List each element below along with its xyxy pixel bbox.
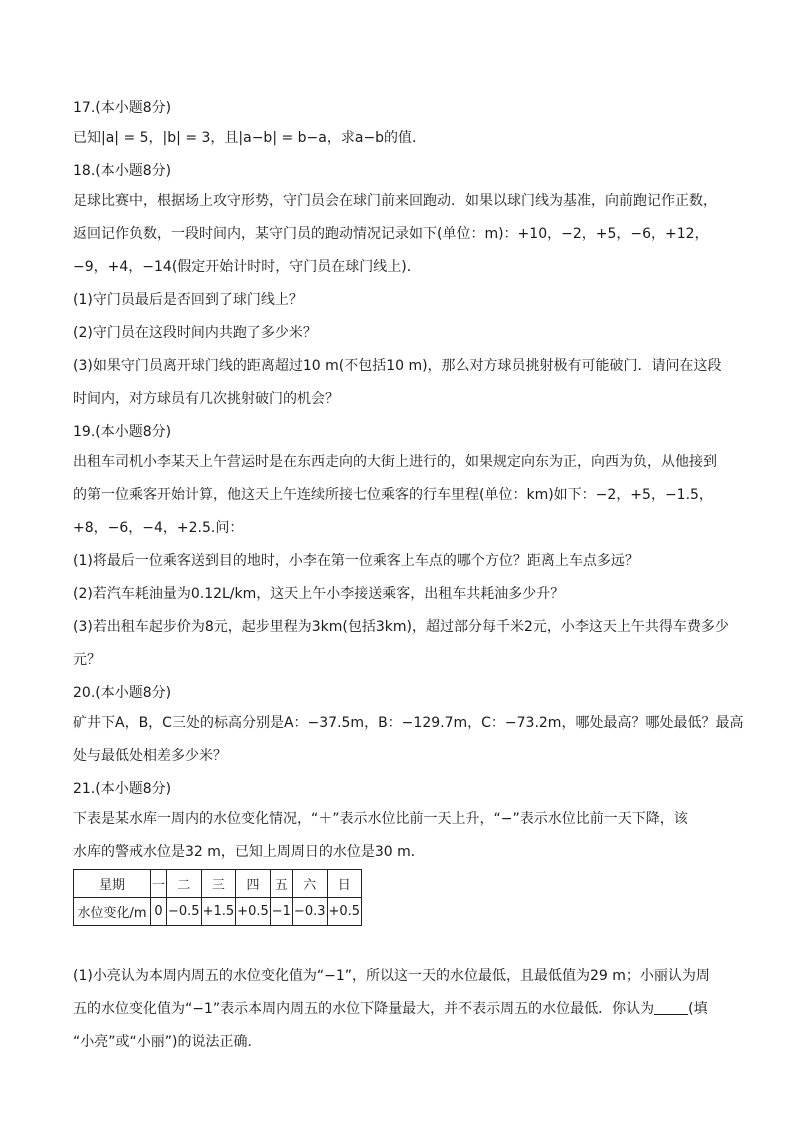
question-21-heading: 21.(本小题8分)	[73, 781, 172, 797]
question-18-text-line: −9，+4，−14(假定开始计时时，守门员在球门线上)．	[73, 259, 421, 275]
table-cell: 水位变化/m	[74, 898, 151, 926]
question-18-part-2: (2)守门员在这段时间内共跑了多少米？	[73, 325, 317, 341]
question-19-heading: 19.(本小题8分)	[73, 424, 172, 440]
question-20-text-line: 处与最低处相差多少米？	[73, 748, 227, 764]
question-19-text-line: 的第一位乘客开始计算，他这天上午连续所接七位乘客的行车里程(单位：km)如下：−2，+5，−1.5，	[73, 487, 713, 503]
question-20	[73, 683, 744, 767]
question-18-part-1: (1)守门员最后是否回到了球门线上？	[73, 292, 303, 308]
question-20-text-line: 矿井下A，B，C三处的标高分别是A：−37.5m，B：−129.7m，C：−73.2m，哪处最高？哪处最低？最高	[73, 715, 744, 731]
table-cell: 日	[327, 870, 362, 898]
spacer	[73, 926, 733, 966]
question-17	[73, 98, 733, 149]
question-20-heading: 20.(本小题8分)	[73, 685, 172, 701]
question-21-part-1-text: (填	[688, 1001, 708, 1017]
question-19-part-3-cont: 元？	[73, 652, 101, 668]
question-21-part-1-cont	[73, 999, 733, 1020]
table-cell: 0	[151, 898, 167, 926]
question-18-heading: 18.(本小题8分)	[73, 163, 172, 179]
table-cell: 五	[270, 870, 292, 898]
question-18-text-line: 返回记作负数，一段时间内，某守门员的跑动情况记录如下(单位：m)：+10，−2，+5，−6，+12，	[73, 226, 709, 242]
question-19-part-2: (2)若汽车耗油量为0.12L/km，这天上午小李接送乘客，出租车共耗油多少升？	[73, 586, 565, 602]
question-19	[73, 422, 733, 671]
question-19-part-1: (1)将最后一位乘客送到目的地时，小李在第一位乘客上车点的哪个方位？距离上车点多远？	[73, 553, 639, 569]
table-cell: −0.3	[292, 898, 327, 926]
table-cell: 四	[236, 870, 271, 898]
table-cell: +0.5	[236, 898, 271, 926]
question-19-part-3: (3)若出租车起步价为8元，起步里程为3km(包括3km)，超过部分每千米2元，小李这天上午共得车费多少	[73, 619, 729, 635]
question-19-text-line: 出租车司机小李某天上午营运时是在东西走向的大街上进行的，如果规定向东为正，向西为负，从他接到	[73, 454, 717, 470]
table-cell: 星期	[74, 870, 151, 898]
table-header-row	[74, 870, 362, 898]
question-18-text-line: 足球比赛中，根据场上攻守形势，守门员会在球门前来回跑动．如果以球门线为基准，向前跑记作正数，	[73, 193, 717, 209]
table-cell: 一	[151, 870, 167, 898]
table-cell: 三	[201, 870, 236, 898]
question-21-part-1-end: “小亮”或“小丽”)的说法正确．	[73, 1034, 262, 1050]
table-cell: 六	[292, 870, 327, 898]
question-17-text: 已知|a| = 5，|b| = 3，且|a−b| = b−a，求a−b的值．	[73, 130, 427, 146]
exam-page	[73, 98, 744, 1065]
table-cell: +1.5	[201, 898, 236, 926]
table-cell: −0.5	[167, 898, 202, 926]
table-cell: −1	[270, 898, 292, 926]
water-level-table	[73, 869, 362, 926]
question-21-part-1: (1)小亮认为本周内周五的水位变化值为“−1”，所以这一天的水位最低，且最低值为29 m；小丽认为周	[73, 968, 710, 984]
question-21-text-line: 下表是某水库一周内的水位变化情况，“＋”表示水位比前一天上升，“−”表示水位比前一天下降，该	[73, 811, 688, 827]
question-17-heading: 17.(本小题8分)	[73, 100, 172, 116]
question-18-part-3: (3)如果守门员离开球门线的距离超过10 m(不包括10 m)，那么对方球员挑射极有可能破门．请问在这段	[73, 358, 722, 374]
table-row	[74, 898, 362, 926]
question-18	[73, 161, 733, 410]
question-18-part-3-cont: 时间内，对方球员有几次挑射破门的机会？	[73, 391, 339, 407]
question-21-text-line: 水库的警戒水位是32 m，已知上周周日的水位是30 m．	[73, 844, 425, 860]
question-21-part-1-text: 五的水位变化值为“−1”表示本周内周五的水位下降量最大，并不表示周五的水位最低．你认为	[73, 1001, 655, 1017]
question-21	[73, 779, 733, 1053]
table-cell: 二	[167, 870, 202, 898]
table-cell: +0.5	[327, 898, 362, 926]
answer-blank[interactable]	[654, 1000, 688, 1015]
question-19-text-line: +8，−6，−4，+2.5.问：	[73, 520, 244, 536]
